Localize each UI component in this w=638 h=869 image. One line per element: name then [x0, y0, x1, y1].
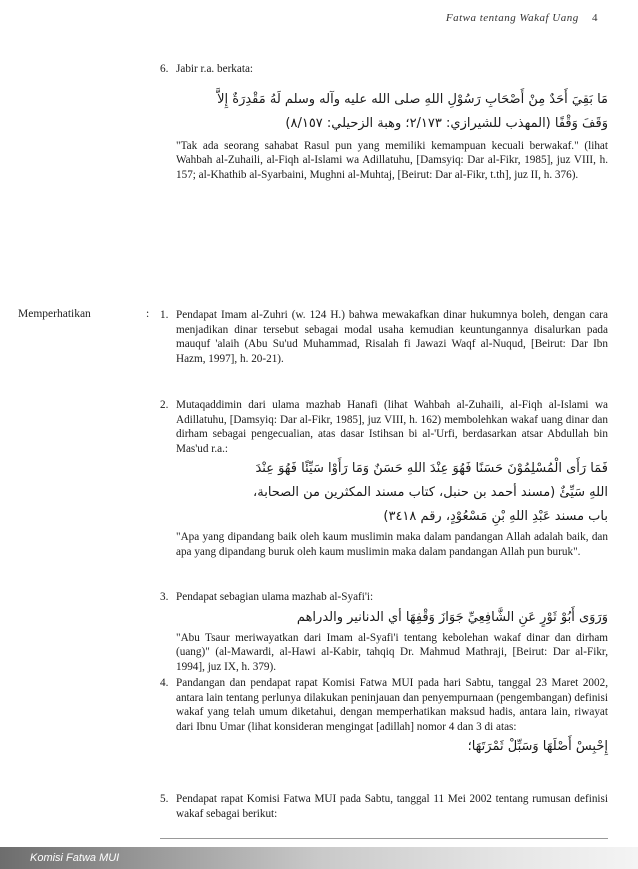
list-item-3 — [160, 590, 608, 674]
page-number: 4 — [592, 12, 598, 24]
arabic-text: إِحْبِسْ أَصْلَهَا وَسَبِّلْ ثَمْرَتَهَا؛ — [467, 739, 608, 755]
footer-divider — [160, 838, 608, 839]
list-item-1 — [160, 308, 608, 366]
arabic-text: اللهِ سَيِّئٌ (مسند أحمد بن حنبل، كتاب مسند المكثرين من الصحابة، — [253, 485, 608, 501]
item-number: 2. — [160, 399, 169, 411]
translation-text: "Abu Tsaur meriwayatkan dari Imam al-Syafi'i tentang kebolehan wakaf dinar dan dirham (uang)" (al-Mawardi, al-Hawi al-Kabir, tahqiq Dr. Mahmud Mathraji, [Beirut: Dar al-Fikr, 1994], juz IX, h. 379). — [176, 631, 608, 673]
arabic-text: مَا بَقِيَ أَحَدٌ مِنْ أَصْحَابِ رَسُوْلِ اللهِ صلى الله عليه وآله وسلم لَهُ مَقْدِرَةٌ إِلاَّ — [217, 91, 608, 107]
item-number: 4. — [160, 677, 169, 689]
translation-text: "Apa yang dipandang baik oleh kaum muslimin maka dalam pandangan Allah adalah baik, dan apa yang dipandang buruk oleh kaum muslimin maka dalam pandangan Allah pun buruk". — [176, 531, 608, 558]
item-text: Pandangan dan pendapat rapat Komisi Fatwa MUI pada hari Sabtu, tanggal 23 Maret 2002, antara lain tentang perlunya dilakukan peninjauan dan penyempurnaan (pengembangan) definisi wakaf yang telah umum diketahui, dengan memperhatikan maksud hadis, antara lain, riwayat dari Ibnu Umar (lihat konsideran mengingat [adillah] nomor 4 dan 3 di atas: — [176, 677, 608, 733]
running-header — [446, 12, 598, 24]
item-intro: Jabir r.a. berkata: — [176, 63, 254, 75]
arabic-text: وَقَفَ وَقْفًا (المهذب للشيرازي: ٢/١٧٣؛ وهبة الزحيلي: ٨/١٥٧) — [285, 115, 608, 131]
footer-label: Komisi Fatwa MUI — [30, 852, 120, 864]
item-text: Pendapat rapat Komisi Fatwa MUI pada Sabtu, tanggal 11 Mei 2002 tentang rumusan definisi wakaf sebagai berikut: — [176, 793, 608, 820]
item-number: 6. — [160, 63, 169, 75]
item-number: 1. — [160, 309, 169, 321]
list-item-5 — [160, 792, 608, 821]
item-text: Mutaqaddimin dari ulama mazhab Hanafi (lihat Wahbah al-Zuhaili, al-Fiqh al-Islami wa Adillatuhu, [Damsyiq: Dar al-Fikr, 1985], juz VIII, h. 162) membolehkan wakaf uang dinar dan dirham sebagai pengecualian, atas dasar Istihsan bi al-'Urfi, berdasarkan atsar Abdullah bin Mas'ud r.a.: — [176, 399, 608, 455]
arabic-text: فَمَا رَأَى الْمُسْلِمُوْنَ حَسَنًا فَهُوَ عِنْدَ اللهِ حَسَنٌ وَمَا رَأَوْا سَيِّئًا فَهُوَ عِنْدَ — [255, 461, 608, 477]
running-title: Fatwa tentang Wakaf Uang — [445, 12, 579, 24]
item-number: 5. — [160, 793, 169, 805]
item-text: Pendapat sebagian ulama mazhab al-Syafi'i: — [176, 591, 374, 603]
translation-text: "Tak ada seorang sahabat Rasul pun yang memiliki kemampuan kecuali berwakaf." (lihat Wahbah al-Zuhaili, al-Fiqh al-Islami wa Adillatuhu, [Damsyiq: Dar al-Fikr, 1985], juz VIII, h. 157; al-Khathib al-Syarbaini, Mughni al-Muhtaj, [Beirut: Dar al-Fikr, t.th], juz II, h. 376). — [176, 139, 608, 181]
arabic-text: وَرَوَى أَبُوْ ثَوْرٍ عَنِ الشَّافِعِيِّ جَوَازَ وَقْفِهَا أي الدنانير والدراهم — [296, 609, 608, 625]
list-item-2 — [160, 398, 608, 560]
arabic-text: باب مسند عَبْدِ اللهِ بْنِ مَسْعُوْدٍ، رقم ٣٤١٨) — [383, 509, 608, 525]
section-colon: : — [146, 308, 150, 320]
item-number: 3. — [160, 591, 169, 603]
list-item-4 — [160, 676, 608, 760]
item-text: Pendapat Imam al-Zuhri (w. 124 H.) bahwa mewakafkan dinar hukumnya boleh, dengan cara menjadikan dinar tersebut sebagai modal usaha kemudian keuntungannya disalurkan pada mauquf 'alaih (Abu Su'ud Muhammad, Risalah fi Jawazi Waqf al-Nuqud, [Beirut: Dar Ibn Hazm, 1997], h. 20-21). — [176, 309, 608, 365]
section-label: Memperhatikan — [18, 308, 91, 320]
list-item-6 — [160, 62, 608, 182]
